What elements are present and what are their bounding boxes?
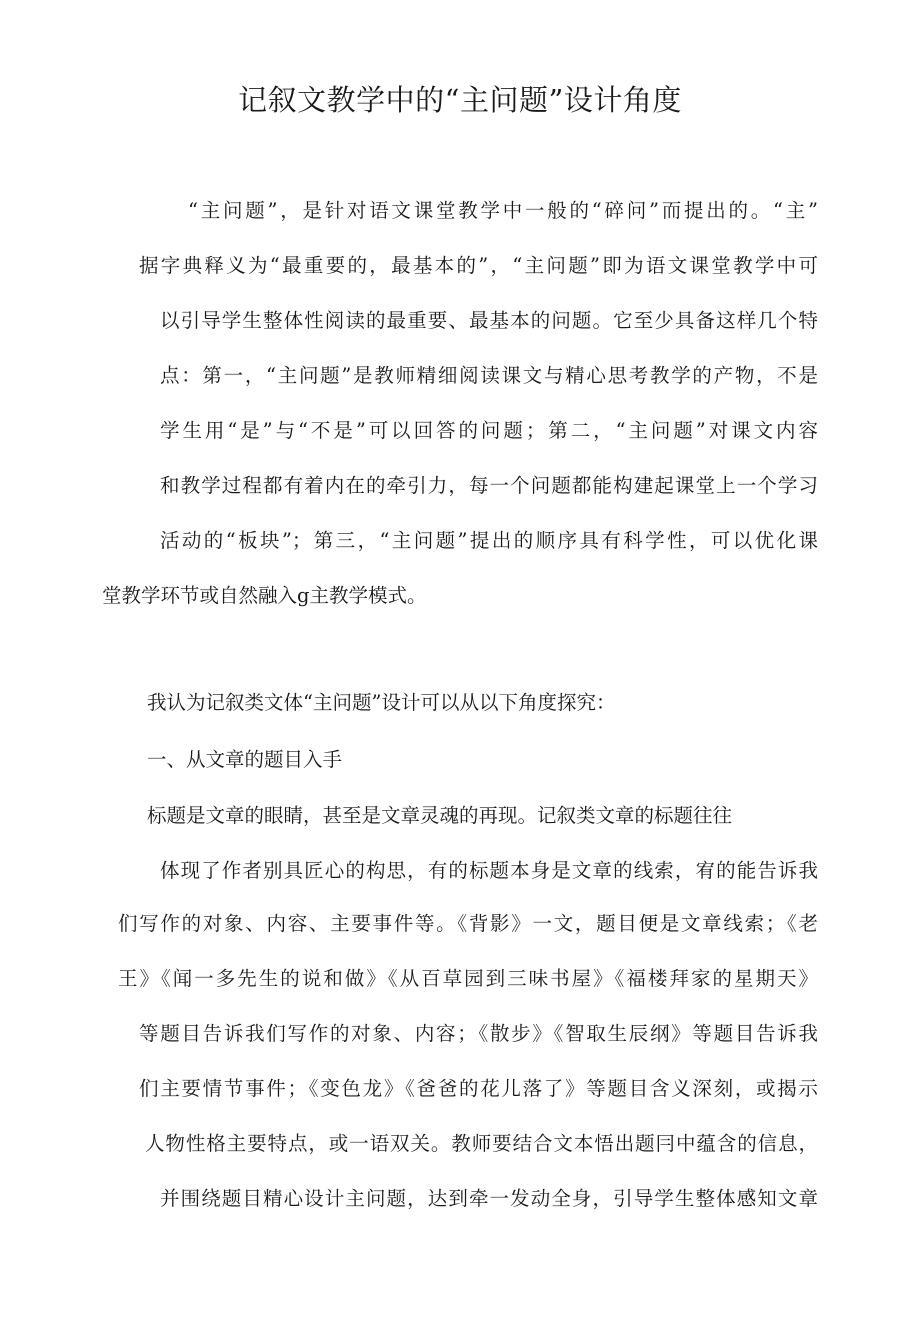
paragraph-1-line-5: 学生用“是”与“不是”可以回答的问题；第二，“主问题”对课文内容 xyxy=(160,419,818,442)
paragraph-2-line-5: 等题目告诉我们写作的对象、内容；《散步》《智取生辰纲》等题目告诉我 xyxy=(139,1022,818,1045)
paragraph-1-line-6: 和教学过程都有着内在的牵引力，每一个问题都能构建起课堂上一个学习 xyxy=(160,474,818,497)
document-title: 记叙文教学中的“主问题”设计角度 xyxy=(238,83,682,117)
paragraph-2-line-8: 并围绕题目精心设计主问题，达到牵一发动全身，引导学生整体感知文章 xyxy=(160,1187,818,1210)
paragraph-2-line-6: 们主要情节事件；《变色龙》《爸爸的花儿落了》等题目含义深刻，或揭示 xyxy=(139,1077,818,1100)
paragraph-2-line-3: 们写作的对象、内容、主要事件等。《背影》一文，题目便是文章线索；《老 xyxy=(118,912,818,935)
paragraph-1-line-4: 点：第一，“主问题”是教师精细阅读课文与精心思考教学的产物，不是 xyxy=(160,364,818,387)
paragraph-2-line-1: 标题是文章的眼睛，甚至是文章灵魂的再现。记叙类文章的标题往往 xyxy=(147,804,733,827)
paragraph-1-line-7: 活动的“板块”；第三，“主问题”提出的顺序具有科学性，可以优化课 xyxy=(160,529,818,552)
intro-text: 我认为记叙类文体“主问题”设计可以从以下角度探究： xyxy=(147,691,616,714)
paragraph-1-line-8: 堂教学环节或自然融入g主教学模式。 xyxy=(102,584,427,607)
paragraph-1-line-2: 据字典释义为“最重要的，最基本的”，“主问题”即为语文课堂教学中可 xyxy=(139,254,818,277)
section-1-heading: 一、从文章的题目入手 xyxy=(147,748,343,771)
paragraph-1-line-3: 以引导学生整体性阅读的最重要、最基本的问题。它至少具备这样几个特 xyxy=(160,309,818,332)
paragraph-1-line-1: “主问题”，是针对语文课堂教学中一般的“碎问”而提出的。“主” xyxy=(188,199,818,222)
paragraph-2-line-2: 体现了作者别具匠心的构思，有的标题本身是文章的线索，宥的能告诉我 xyxy=(160,859,818,882)
paragraph-2-line-4: 王》《闻一多先生的说和做》《从百草园到三味书屋》《福楼拜家的星期天》 xyxy=(118,967,818,990)
paragraph-2-line-7: 人物性格主要特点，或一语双关。教师要结合文本悟出题冃中蕴含的信息， xyxy=(145,1132,818,1155)
